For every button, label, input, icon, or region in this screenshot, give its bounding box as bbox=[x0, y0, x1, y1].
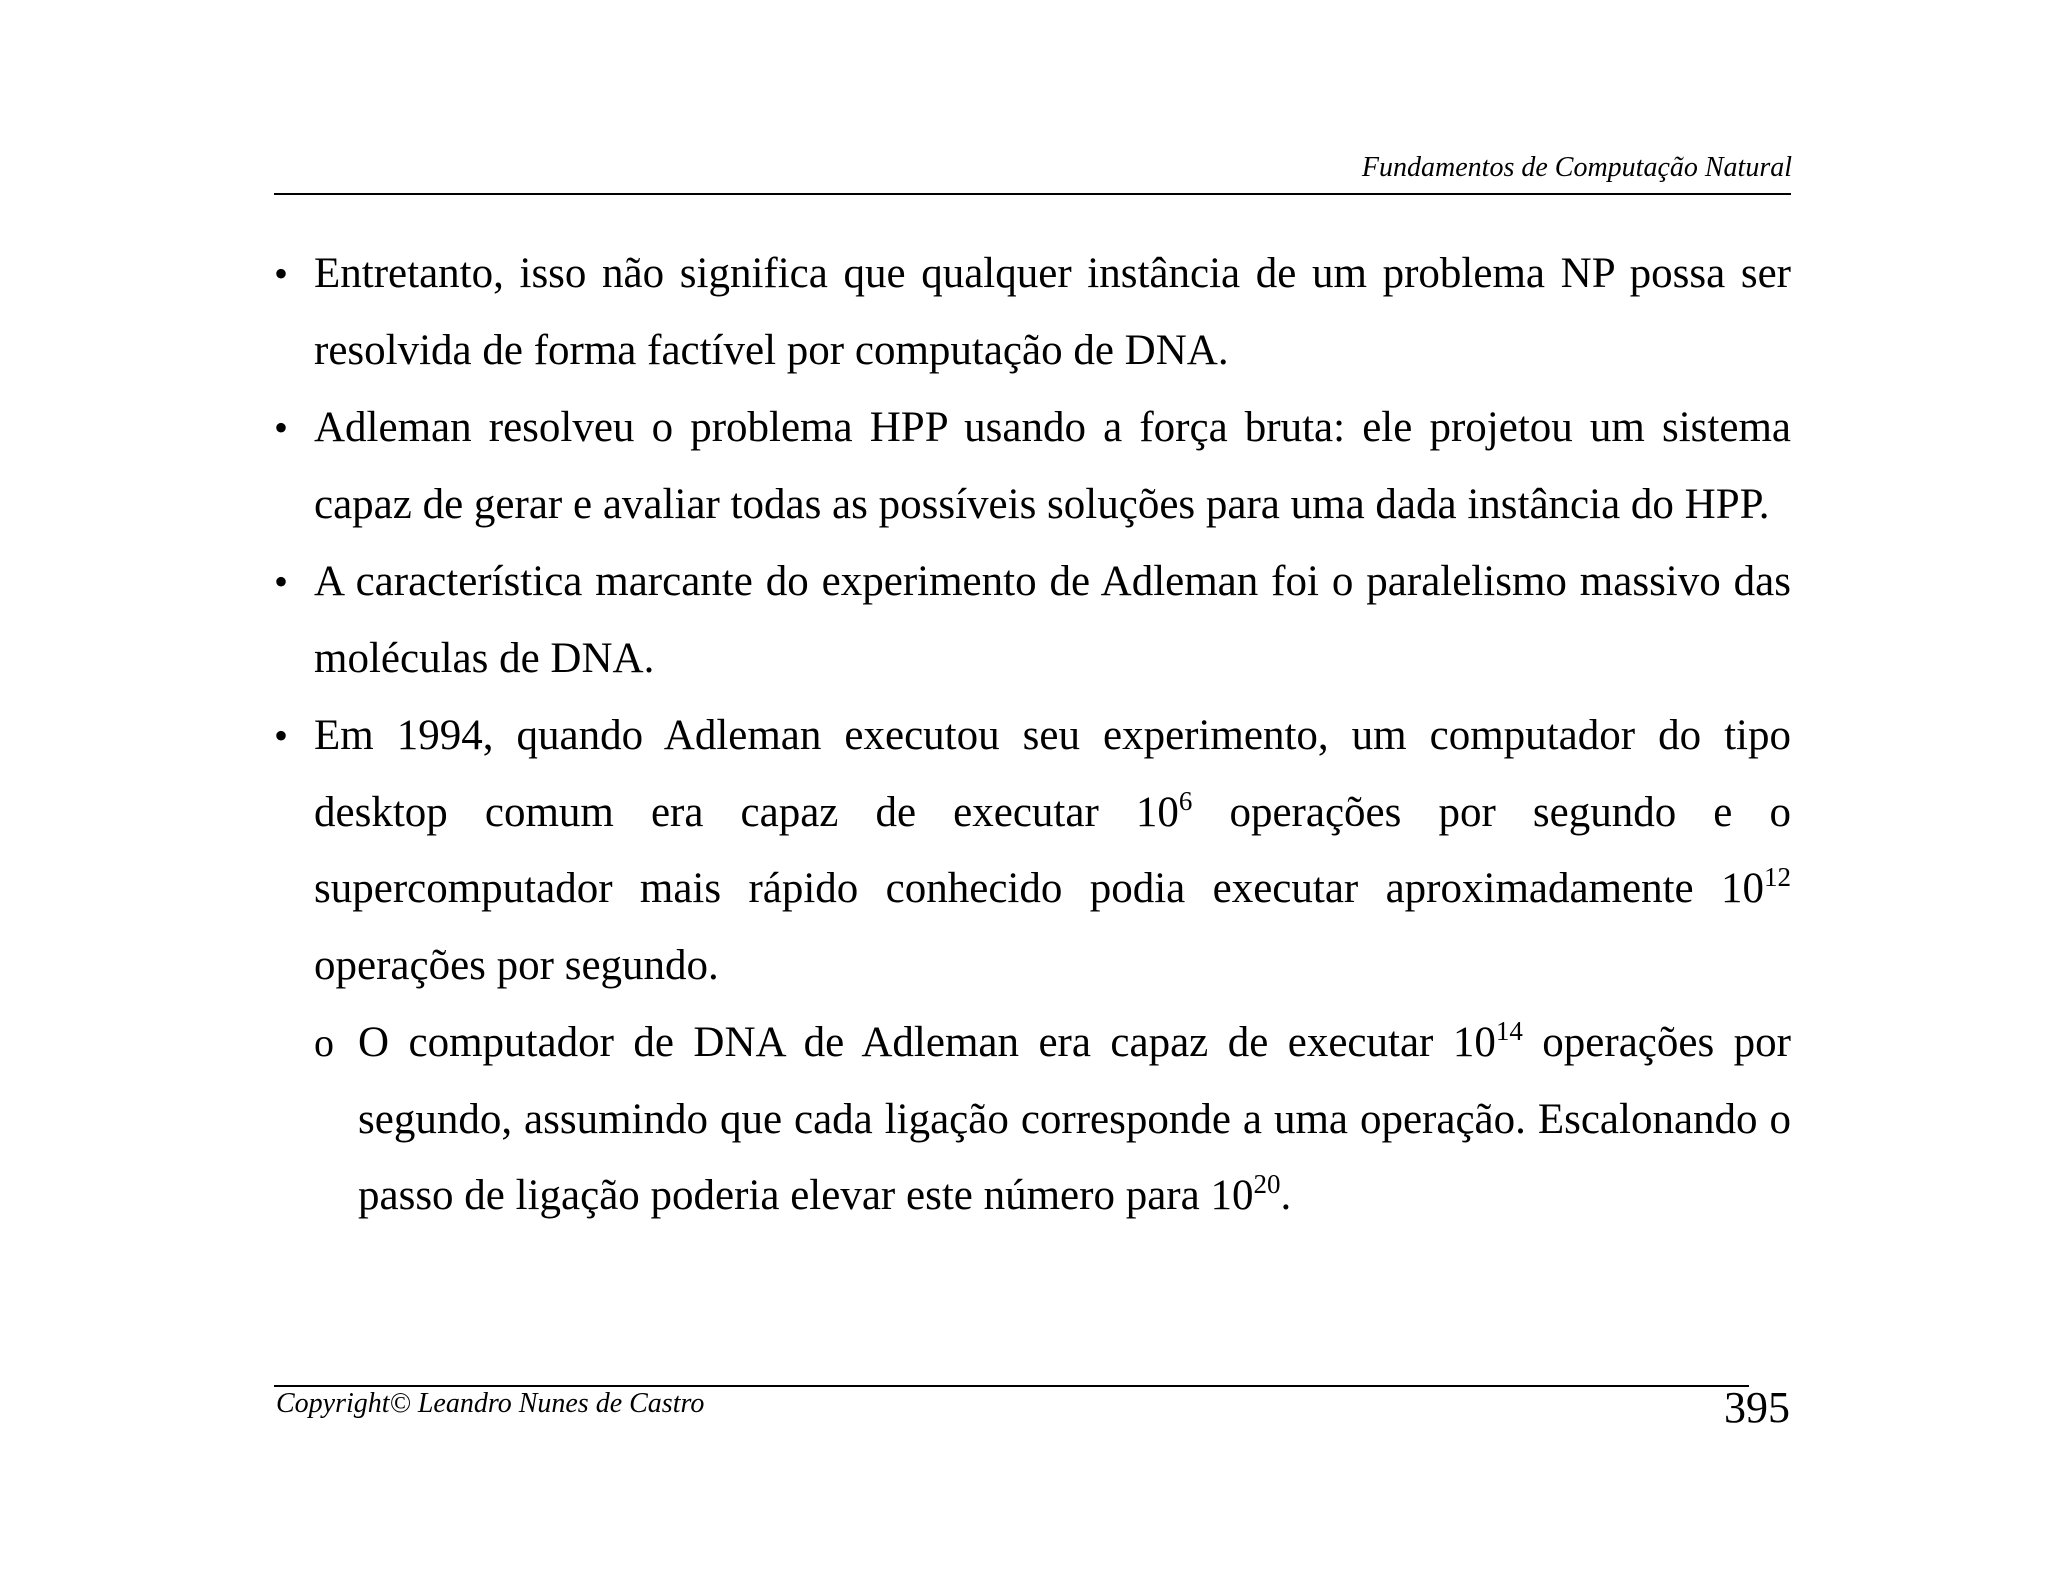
bullet-marker: • bbox=[274, 713, 289, 758]
text-segment: O computador de DNA de Adleman era capaz de executar 10 bbox=[358, 1019, 1496, 1066]
sub-bullet-text bbox=[358, 1005, 1791, 1235]
footer-rule bbox=[274, 1385, 1749, 1387]
bullet-item bbox=[274, 236, 1791, 389]
bullet-text: Adleman resolveu o problema HPP usando a força bruta: ele projetou um sistema capaz de gerar e avaliar todas as possíveis soluções para uma dada instância do HPP. bbox=[314, 404, 1791, 528]
text-segment: Em 1994, quando Adleman executou seu experimento, um computador do tipo desktop comum era capaz de executar 10 bbox=[314, 712, 1791, 836]
text-segment: operações por segundo e o supercomputador mais rápido conhecido podia executar aproximadamente 10 bbox=[314, 788, 1791, 912]
sub-bullet-item bbox=[314, 1005, 1791, 1235]
bullet-item bbox=[274, 544, 1791, 697]
page-number: 395 bbox=[1724, 1383, 1790, 1432]
exponent: 20 bbox=[1253, 1169, 1281, 1199]
bullet-text: A característica marcante do experimento de Adleman foi o paralelismo massivo das moléculas de DNA. bbox=[314, 558, 1791, 682]
bullet-marker: • bbox=[274, 405, 289, 450]
text-segment: operações por segundo, assumindo que cada ligação corresponde a uma operação. Escalonando o passo de ligação poderia elevar este número para 10 bbox=[358, 1019, 1791, 1219]
exponent: 14 bbox=[1495, 1016, 1523, 1046]
bullet-marker: • bbox=[274, 559, 289, 604]
bullet-text bbox=[314, 698, 1791, 1004]
exponent: 12 bbox=[1764, 862, 1791, 892]
bullet-text: Entretanto, isso não significa que qualquer instância de um problema NP possa ser resolvida de forma factível por computação de DNA. bbox=[314, 250, 1791, 374]
header-rule bbox=[274, 193, 1791, 195]
text-segment: operações por segundo. bbox=[314, 941, 719, 989]
running-header: Fundamentos de Computação Natural bbox=[1361, 152, 1792, 183]
sub-bullet-marker: o bbox=[314, 1020, 334, 1065]
exponent: 6 bbox=[1178, 785, 1193, 816]
bullet-marker: • bbox=[274, 251, 289, 296]
bullet-item bbox=[274, 390, 1791, 543]
text-segment: . bbox=[1280, 1172, 1292, 1219]
slide-content bbox=[274, 236, 1791, 1236]
bullet-item bbox=[274, 698, 1791, 1004]
copyright-notice: Copyright© Leandro Nunes de Castro bbox=[276, 1388, 705, 1419]
